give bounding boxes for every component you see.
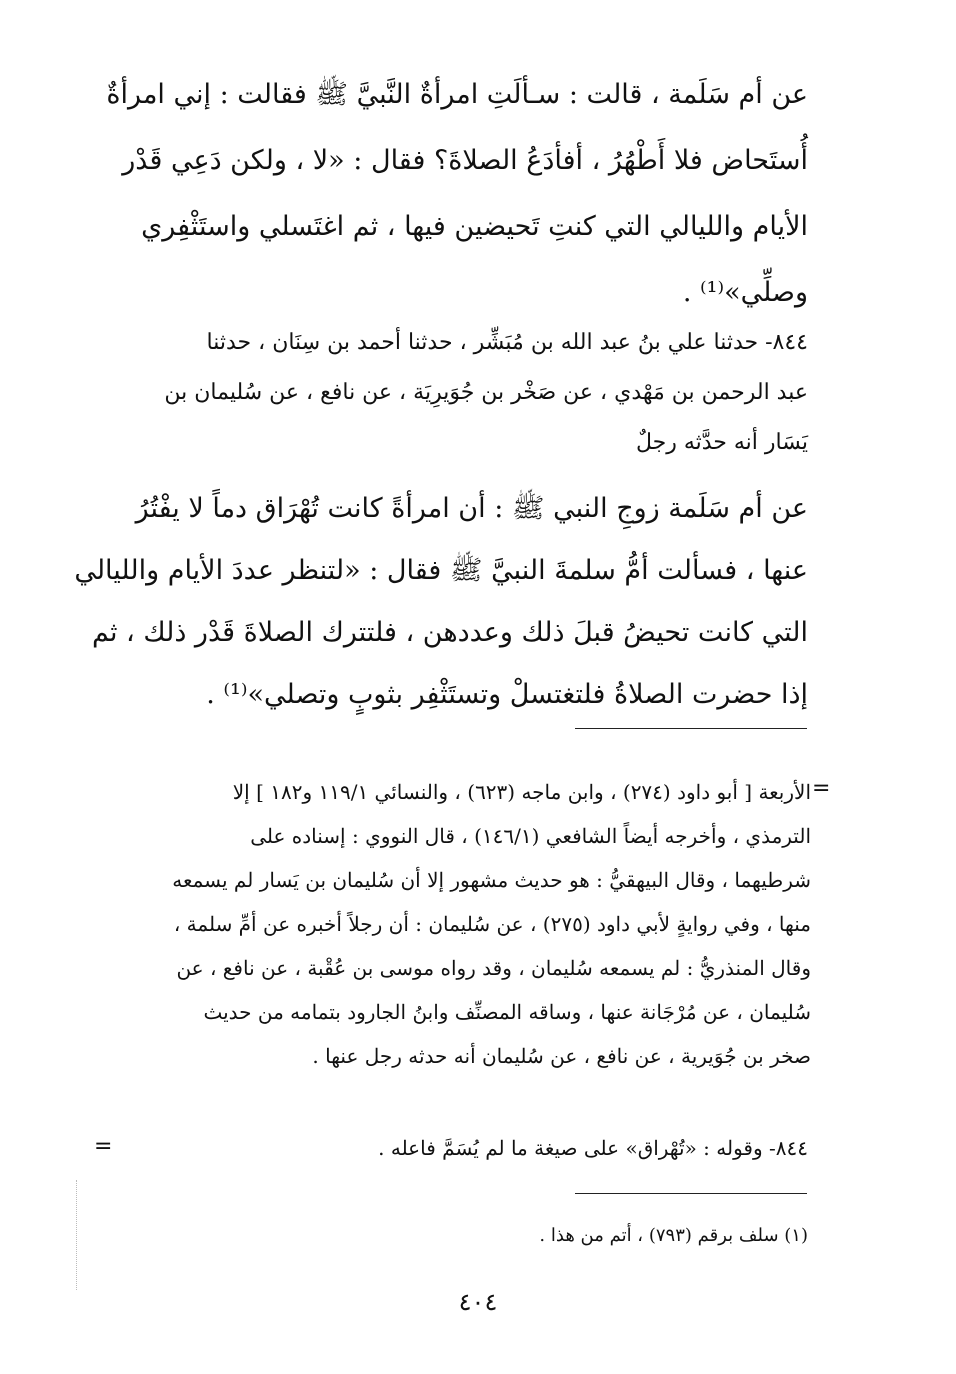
footnote-divider-bottom: [575, 1193, 807, 1194]
text-line: يَسَار أنه حدَّثه رجلٌ: [635, 430, 808, 455]
footnote-line: سُليمان ، عن مُرْجَانة عنها ، وساقه المصنِّف وابنُ الجارود بتمامه من حديث: [203, 1000, 811, 1024]
footnote-commentary: [111, 770, 811, 1078]
page-gutter: [76, 1180, 77, 1290]
footnote-line: ٨٤٤- وقوله : «تُهْراق» على صيغة ما لم يُسَمَّ فاعله .: [378, 1136, 808, 1160]
footnote-divider-top: [575, 728, 807, 729]
text-line: وصلِّي»⁽¹⁾ .: [682, 277, 808, 308]
text-line: ٨٤٤- حدثنا علي بنُ عبد الله بن مُبَشِّر ، حدثنا أحمد بن سِنَان ، حدثنا: [206, 330, 808, 355]
text-line: عنها ، فسألت أمُّ سلمةَ النبيَّ ﷺ فقال : «لتنظر عددَ الأيام والليالي: [74, 555, 808, 586]
continuation-mark: =: [94, 1134, 113, 1159]
page-number: ٤٠٤: [458, 1288, 498, 1316]
footnote-line: شرطيهما ، وقال البيهقيُّ : هو حديث مشهور إلا أن سُليمان بن يَسار لم يسمعه: [172, 868, 811, 892]
footnote-line: الأربعة [ أبو داود (٢٧٤) ، وابن ماجه (٦٢٣) ، والنسائي ١١٩/١ و١٨٢ ] إلا: [232, 780, 811, 804]
continuation-mark: =: [812, 776, 831, 801]
footnote-1: [108, 1218, 808, 1254]
text-line: أُستَحاض فلا أَطْهُرُ ، أفأدَعُ الصلاةَ؟ فقال : «لا ، ولكن دَعِي قَدْر: [122, 145, 808, 176]
hadith-text-2: [74, 478, 808, 726]
footnote-line: الترمذي ، وأخرجه أيضاً الشافعي (١٤٦/١) ، قال النووي : إسناده على: [250, 824, 811, 848]
footnote-line: صخر بن جُوَيرية ، عن نافع ، عن سُليمان أنه حدثه رجل عنها .: [312, 1044, 811, 1068]
text-line: الأيام والليالي التي كنتِ تَحيضين فيها ، ثم اغتَسلي واستَثْفِري: [141, 211, 808, 242]
text-line: التي كانت تحيضُ قبلَ ذلك وعددهن ، فلتترك الصلاةَ قَدْر ذلك ، ثم: [91, 617, 808, 648]
note-844: [108, 1126, 808, 1170]
text-line: عن أم سَلَمة ، قالت : سـألَتِ امرأةٌ النَّبيَّ ﷺ فقالت : إني امرأةٌ: [106, 79, 808, 110]
text-line: إذا حضرت الصلاةُ فلتغتسلْ وتستَثْفِر بثوبٍ وتصلي»⁽¹⁾ .: [206, 679, 808, 710]
hadith-text-1: [108, 62, 808, 326]
footnote-line: وقال المنذريُّ : لم يسمعه سُليمان ، وقد رواه موسى بن عُقْبة ، عن نافع ، عن: [176, 956, 811, 980]
footnote-line: (١) سلف برقم (٧٩٣) ، أتم من هذا .: [539, 1225, 808, 1246]
footnote-line: منها ، وفي روايةٍ لأبي داود (٢٧٥) ، عن سُليمان : أن رجلاً أخبره عن أمِّ سلمة ،: [173, 912, 811, 936]
isnad-844: [108, 318, 808, 468]
text-line: عبد الرحمن بن مَهْدي ، عن صَخْر بن جُوَيرِيَة ، عن نافع ، عن سُليمان بن: [164, 380, 808, 405]
text-line: عن أم سَلَمة زوجِ النبي ﷺ : أن امرأةً كانت تُهْرَاق دماً لا يفْتُرُ: [135, 493, 808, 524]
